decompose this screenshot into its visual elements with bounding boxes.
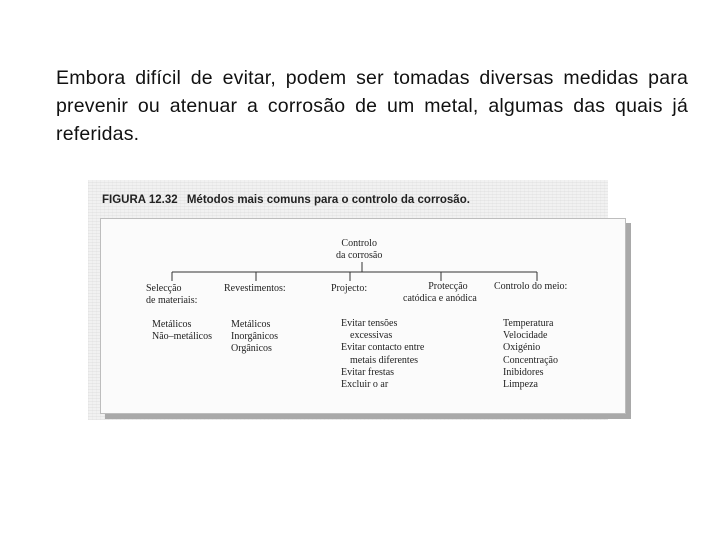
branch-protection-label: Protecção catódica e anódica [403, 281, 477, 304]
list-item: metais diferentes [350, 354, 419, 366]
environment-list [503, 318, 558, 391]
list-item: Oxigénio [503, 342, 541, 354]
figure-number: FIGURA 12.32 [102, 194, 178, 206]
root-node: Controlo da corrosão [336, 238, 383, 261]
list-item: Evitar tensões [341, 318, 398, 329]
list-item: Metálicos [231, 319, 271, 330]
coatings-list [231, 319, 278, 356]
list-item: Orgânicos [231, 343, 272, 355]
branch-coatings-label: Revestimentos: [224, 283, 286, 294]
list-item: Limpeza [503, 379, 538, 391]
figure-caption: Métodos mais comuns para o controlo da corrosão. [186, 194, 470, 206]
list-item: Inibidores [503, 366, 544, 378]
list-item: Velocidade [503, 330, 548, 342]
list-item: Evitar frestas [341, 366, 395, 378]
list-item: Evitar contacto entre [341, 342, 425, 354]
branch-environment-label: Controlo do meio: [494, 281, 568, 292]
list-item: excessivas [350, 330, 393, 342]
branch-materials-label: Selecção de materiais: [146, 283, 198, 306]
design-list [341, 318, 424, 391]
materials-list [152, 319, 212, 343]
body-paragraph: Embora difícil de evitar, podem ser tomadas diversas medidas para prevenir ou atenuar a corrosão de um metal, algumas das quais já referidas. [56, 67, 688, 145]
list-item: Temperatura [503, 318, 554, 329]
branch-design-label: Projecto: [331, 283, 368, 294]
list-item: Metálicos [152, 319, 192, 330]
list-item: Excluir o ar [341, 379, 389, 391]
list-item: Não–metálicos [152, 331, 212, 343]
list-item: Inorgânicos [231, 331, 279, 343]
list-item: Concentração [503, 354, 558, 366]
